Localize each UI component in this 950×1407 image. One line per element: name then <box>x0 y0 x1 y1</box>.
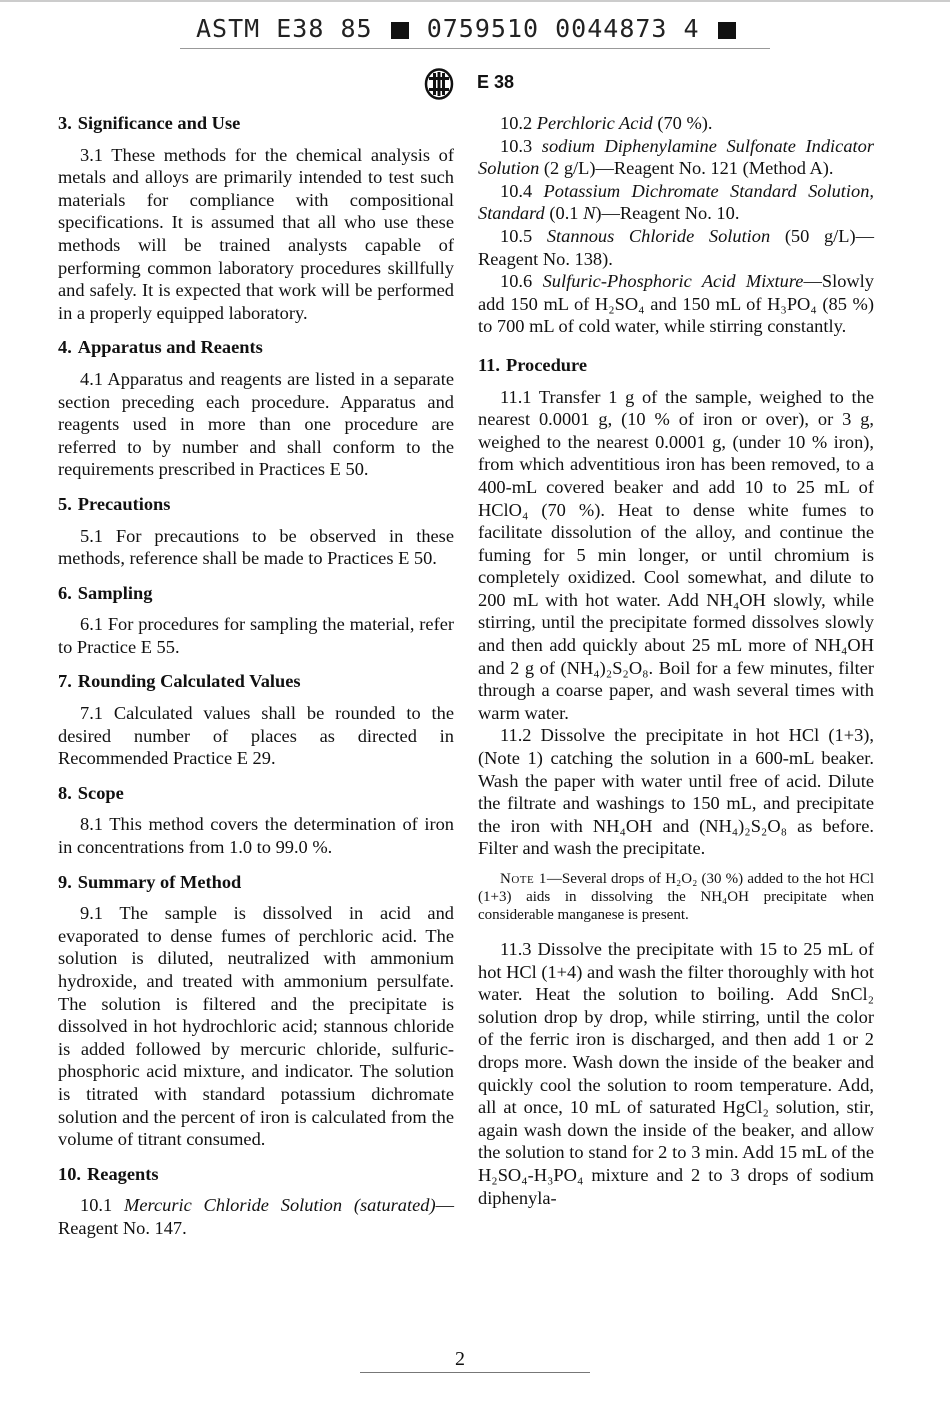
header-code-part2: 0759510 0044873 4 <box>426 14 700 43</box>
section-8-heading: 8. Scope <box>58 782 124 803</box>
header-rule <box>180 48 770 49</box>
section-11-heading: 11. Procedure <box>478 354 588 375</box>
header-code <box>196 14 738 43</box>
paragraph-10-4: 10.4 Potassium Dichromate Standard Solution, Standard (0.1 N)—Reagent No. 10. <box>478 180 874 224</box>
paragraph-11-2: 11.2 Dissolve the precipitate in hot HCl (1+3), (Note 1) catching the solution in a 600-mL beaker. Wash the paper with water until free of acid. Dilute the filtrate and washings to 150 mL, and precipitate the iron with NH₄OH and (NH₄)₂S₂O₈ as before. Filter and wash the precipitate. <box>478 725 874 859</box>
paragraph-11-3: 11.3 Dissolve the precipitate with 15 to 25 mL of hot HCl (1+4) and wash the filter thoroughly with hot water. Heat the solution to boiling. Add SnCl₂ solution drop by drop, while stirring, until the color of the ferric iron is discharged, and then add 1 or 2 drops more. Wash down the inside of the beaker and quickly cool the solution to room temperature. Add, all at once, 10 mL of saturated HgCl₂ solution, stir, again wash down the inside of the beaker, and allow the solution to stand for 2 to 3 min. Add 15 mL of the H₂SO₄-H₃PO₄ mixture and 2 to 3 drops of sodium diphenyla- <box>478 939 875 1208</box>
paragraph-10-1: 10.1 Mercuric Chloride Solution (saturated)—Reagent No. 147. <box>58 1195 454 1238</box>
scan-top-edge <box>0 0 950 2</box>
section-6-heading: 6. Sampling <box>58 582 153 603</box>
astm-logo-icon <box>424 68 454 100</box>
paragraph-6-1: 6.1 For procedures for sampling the material, refer to Practice E 55. <box>58 614 454 657</box>
paragraph-9-1: 9.1 The sample is dissolved in acid and evaporated to dense fumes of perchloric acid. The solution is diluted, neutralized with ammonium hydroxide, and treated with ammonium persulfate. The solution is filtered and the precipitate is dissolved in hot hydrochloric acid; stannous chloride is added followed by mercuric chloride, sulfuric-phosphoric acid mixture, and indicator. The solution is titrated with standard potassium dichromate solution and the percent of iron is calculated from the volume of titrant consumed. <box>58 903 454 1150</box>
standard-number: E 38 <box>477 72 515 92</box>
section-4-heading: 4. Apparatus and Reaents <box>58 337 263 358</box>
section-9-heading: 9. Summary of Method <box>58 871 242 892</box>
section-10-heading: 10. Reagents <box>58 1163 159 1184</box>
paragraph-3-1: 3.1 These methods for the chemical analysis of metals and alloys are primarily intended to test such materials for compliance with compositional specifications. It is assumed that all who use these methods will be trained analysts capable of performing common laboratory procedures skillfully and safely. It is expected that work will be performed in a properly equipped laboratory. <box>58 144 454 323</box>
paragraph-8-1: 8.1 This method covers the determination of iron in concentrations from 1.0 to 99.0 %. <box>58 814 454 858</box>
header-block-mark-2 <box>718 22 736 39</box>
header-block-mark <box>391 22 409 39</box>
page-number: 2 <box>455 1348 465 1370</box>
paragraph-10-3: 10.3 sodium Diphenylamine Sulfonate Indicator Solution (2 g/L)—Reagent No. 121 (Method A). <box>478 135 874 179</box>
section-3-heading: 3. Significance and Use <box>58 113 241 133</box>
paragraph-10-6: 10.6 Sulfuric-Phosphoric Acid Mixture—Slowly add 150 mL of H₂SO₄ and 150 mL of H₃PO₄ (85 %) to 700 mL of cold water, while stirring constantly. <box>478 271 874 337</box>
paragraph-7-1: 7.1 Calculated values shall be rounded to the desired number of places as directed in Recommended Practice E 29. <box>58 703 454 769</box>
left-column <box>58 112 454 1240</box>
note-1: Note 1—Several drops of H₂O₂ (30 %) added to the hot HCl (1+3) aids in dissolving the NH₄OH precipitate when considerable manganese is present. <box>478 871 874 923</box>
header-code-part1: ASTM E38 85 <box>196 14 373 43</box>
footer-rule <box>360 1372 590 1373</box>
paragraph-5-1: 5.1 For precautions to be observed in these methods, reference shall be made to Practices E 50. <box>58 525 454 569</box>
paragraph-10-5: 10.5 Stannous Chloride Solution (50 g/L)—Reagent No. 138). <box>478 225 874 269</box>
paragraph-10-2: 10.2 Perchloric Acid (70 %). <box>500 113 713 133</box>
section-5-heading: 5. Precautions <box>58 493 171 514</box>
paragraph-11-1: 11.1 Transfer 1 g of the sample, weighed to the nearest 0.0001 g, (10 % of iron or over), or 3 g, weighed to the nearest 0.0001 g, (under 10 % iron), from which adventitious iron has been removed, to a 400-mL covered beaker and add 10 to 25 mL of HClO₄ (70 %). Heat to dense white fumes to facilitate dissolution of the alloy, and continue the fuming for 5 min longer, or until chromium is completely oxidized. Cool somewhat, and dilute to 200 mL with hot water. Add NH₄OH slowly, while stirring, until the precipitate formed dissolves slowly and then add quickly about 25 mL more of NH₄OH and 2 g of (NH₄)₂S₂O₈. Boil for a few minutes, filter through a coarse paper, and wash several times with warm water. <box>478 386 874 723</box>
paragraph-4-1: 4.1 Apparatus and reagents are listed in a separate section preceding each procedure. Apparatus and reagents used in more than one procedure are referred to by number and shall conform to the requirements prescribed in Practices E 50. <box>58 368 454 480</box>
right-column <box>478 112 874 1209</box>
section-7-heading: 7. Rounding Calculated Values <box>58 671 301 692</box>
